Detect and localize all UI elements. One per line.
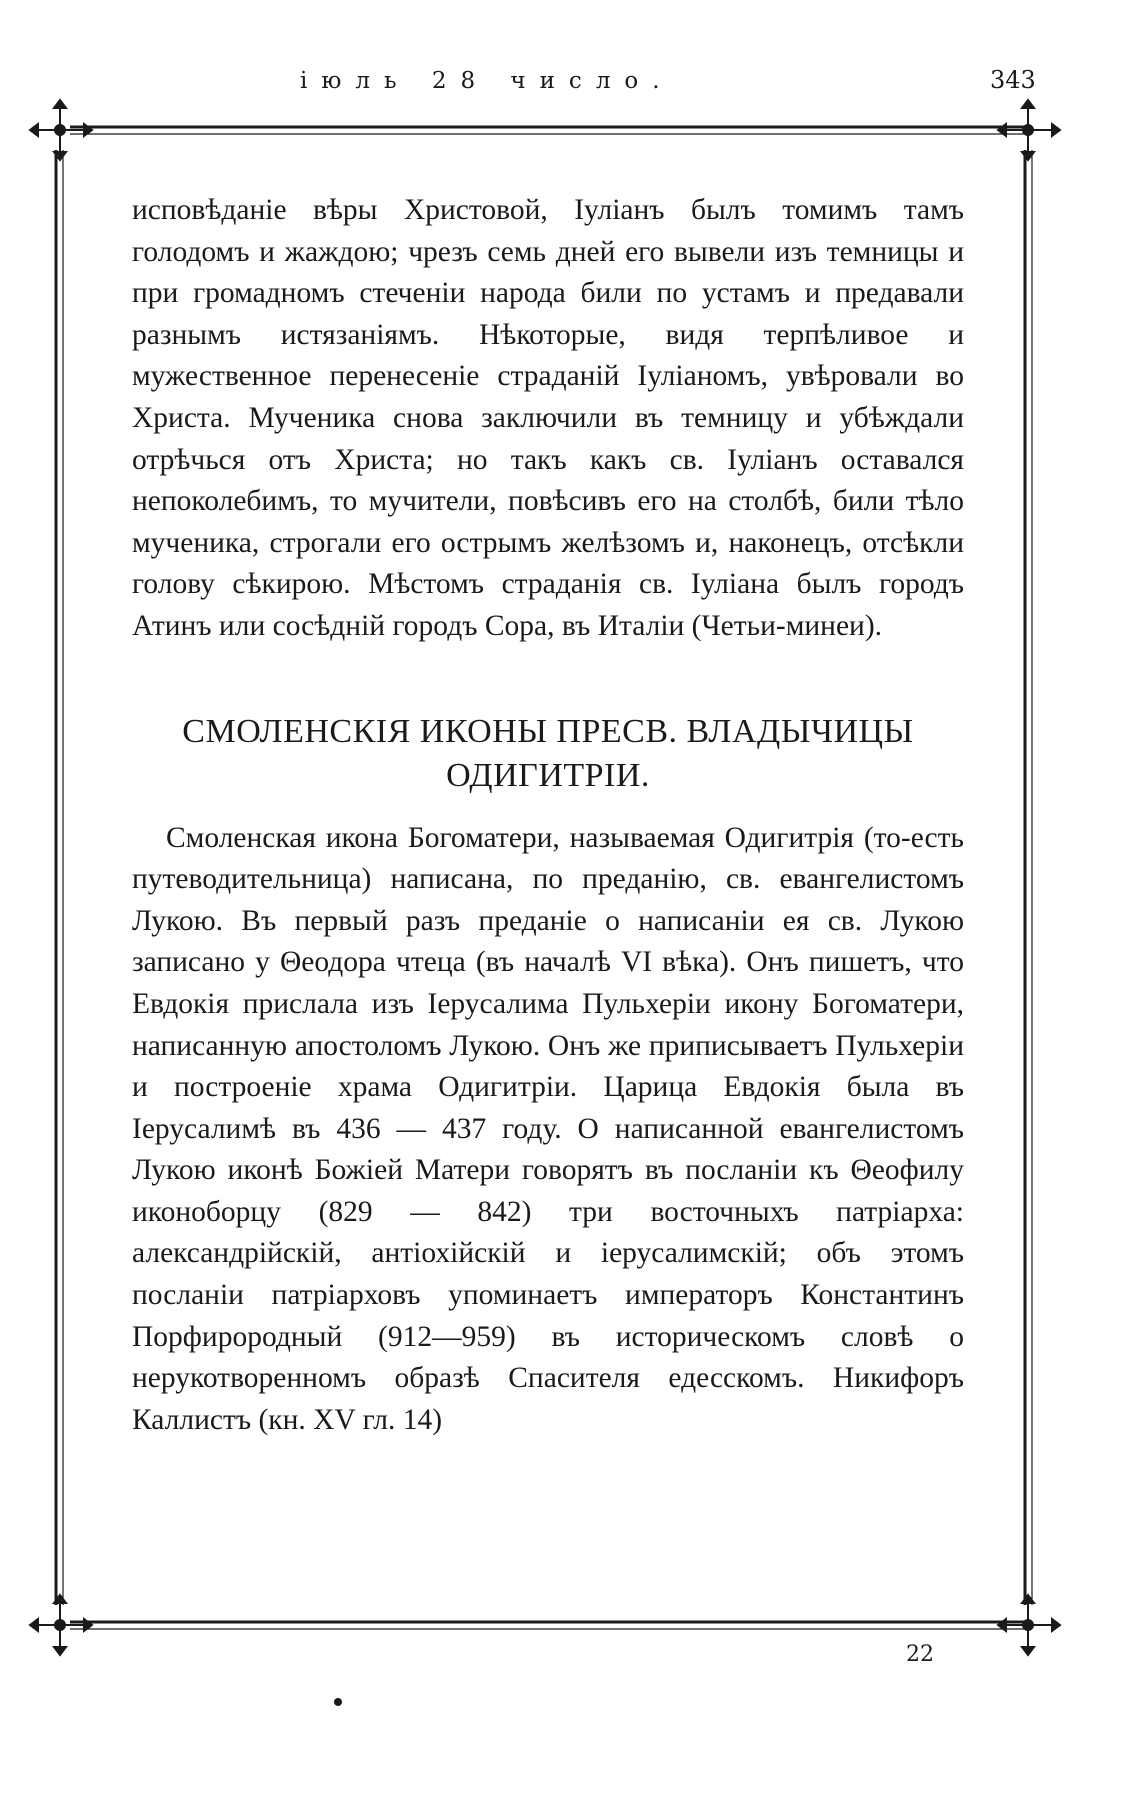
corner-ornament-bottom-left	[30, 1595, 92, 1655]
paragraph-continued: исповѣданіе вѣры Христовой, Іуліанъ былъ томимъ тамъ голодомъ и жаждою; чрезъ семь дней его вывели изъ темницы и при громадномъ стеченіи народа били по устамъ и предавали разнымъ истязаніямъ. Нѣкоторые, видя терпѣливое и мужественное перенесеніе страданій Іуліаномъ, увѣровали во Христа. Мученика снова заключили въ темницу и убѣждали отрѣчься отъ Христа; но такъ какъ св. Іуліанъ оставался непоколебимъ, то мучители, повѣсивъ его на столбѣ, били тѣло мученика, строгали его острымъ желѣзомъ и, наконецъ, отсѣкли голову сѣкирою. Мѣстомъ страданія св. Іуліана былъ городъ Атинъ или сосѣдній городъ Сора, въ Италіи (Четьи-минеи).	[132, 194, 964, 642]
ink-dot	[334, 1698, 342, 1706]
section-heading-line-2: ОДИГИТРІИ.	[446, 756, 650, 794]
signature-mark: 22	[906, 1642, 934, 1667]
corner-ornament-bottom-right	[998, 1595, 1060, 1655]
section-heading	[132, 710, 964, 798]
section-heading-line-1: СМОЛЕНСКІЯ ИКОНЫ ПРЕСВ. ВЛАДЫЧИЦЫ	[182, 712, 914, 750]
text-block	[132, 190, 964, 1441]
corner-ornament-top-right	[998, 100, 1060, 160]
page-number: 343	[990, 66, 1036, 94]
corner-ornament-top-left	[30, 100, 92, 160]
paragraph-smolensk-icon: Смоленская икона Богоматери, называемая Одигитрія (то-есть путеводительница) написана, по преданію, св. евангелистомъ Лукою. Въ первый разъ преданіе о написаніи ея св. Лукою записано у Θеодора чтеца (въ началѣ VI вѣка). Онъ пишетъ, что Евдокія прислала изъ Іерусалима Пульхеріи икону Богоматери, написанную апостоломъ Лукою. Онъ же приписываетъ Пульхеріи и построеніе храма Одигитріи. Царица Евдокія была въ Іерусалимѣ въ 436 — 437 году. О написанной евангелистомъ Лукою иконѣ Божіей Матери говорятъ въ посланіи къ Θеофилу иконоборцу (829 — 842) три восточныхъ патріарха: александрійскій, антіохійскій и іерусалимскій; объ этомъ посланіи патріарховъ упоминаетъ императоръ Константинъ Порфирородный (912—959) въ историческомъ словѣ о нерукотворенномъ образѣ Спасителя едесскомъ. Никифоръ Каллистъ (кн. XV гл. 14)	[132, 821, 964, 1436]
running-title: іюль 28 число.	[300, 68, 674, 94]
